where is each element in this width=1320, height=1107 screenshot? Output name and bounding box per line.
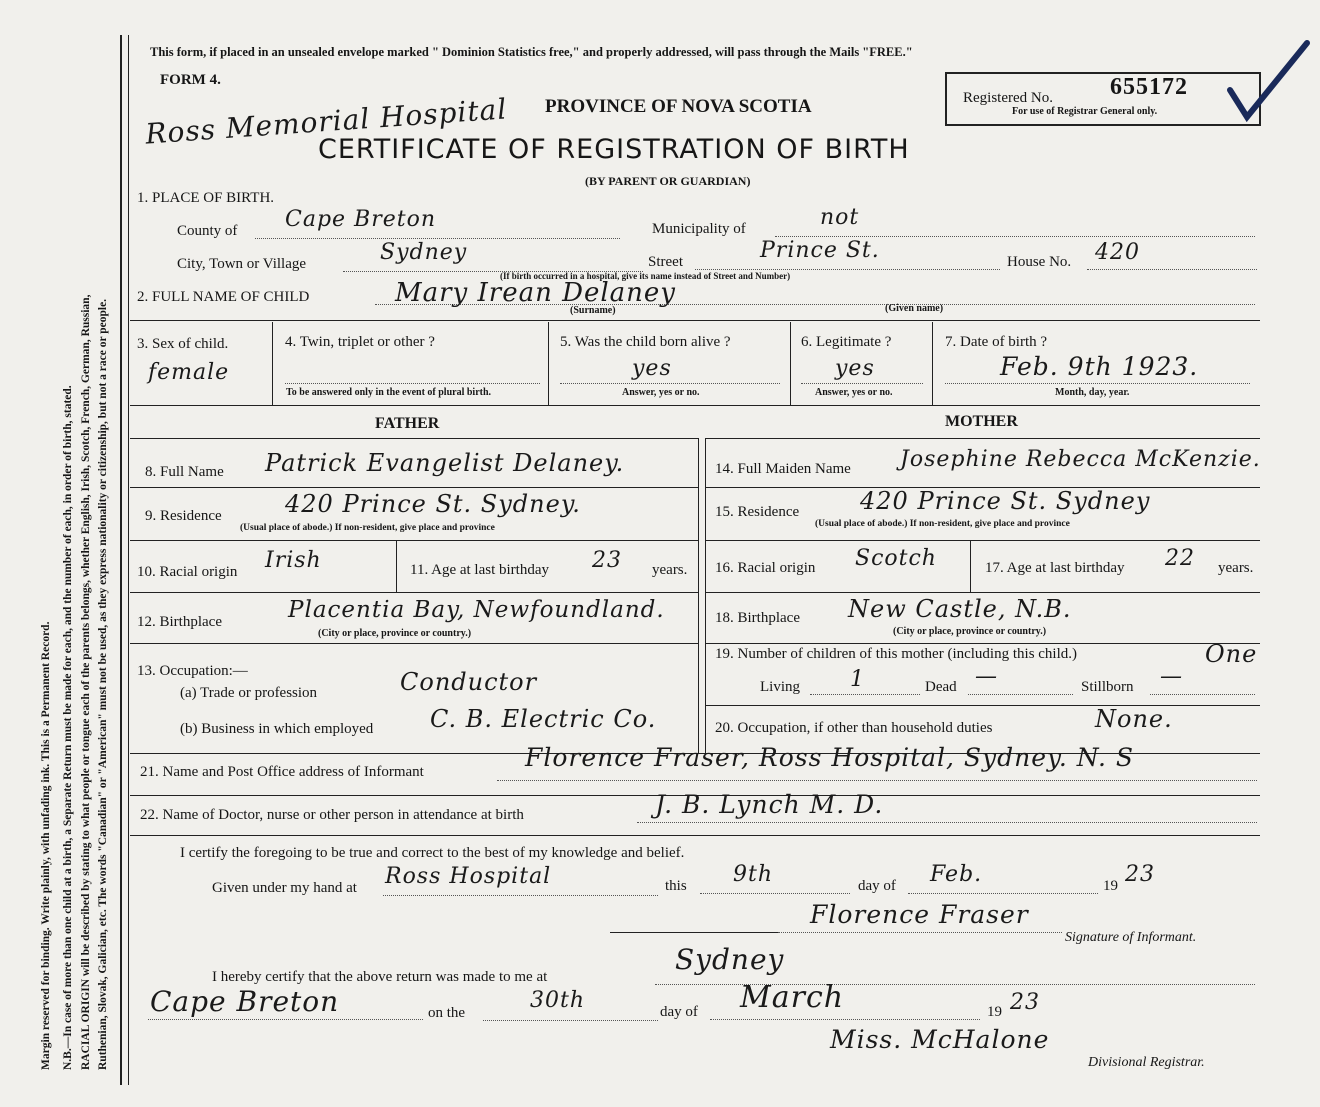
informant-signature: Florence Fraser	[810, 900, 1029, 929]
registrar-title: Divisional Registrar.	[1088, 1055, 1205, 1070]
doctor-label: 22. Name of Doctor, nurse or other person in attendance at birth	[140, 807, 524, 823]
informant-value: Florence Fraser, Ross Hospital, Sydney. N. S	[525, 743, 1135, 772]
province-heading: PROVINCE OF NOVA SCOTIA	[545, 96, 812, 117]
mother-years: years.	[1218, 560, 1254, 576]
street-value: Prince St.	[760, 238, 880, 263]
hospital-handwritten: Ross Memorial Hospital	[144, 92, 509, 151]
registered-number: 655172	[1110, 74, 1188, 100]
this-label: this	[665, 878, 687, 894]
stillborn-value: —	[1160, 664, 1183, 689]
father-age-label: 11. Age at last birthday	[410, 562, 549, 578]
mother-birthplace-value: New Castle, N.B.	[848, 595, 1072, 623]
margin-note-racial-2: Ruthenian, Slovak, Galician, etc. The words "Canadian" or "American" must not be used, as they express nationality or citizenship, but not a race or people.	[97, 298, 109, 1070]
mother-name-label: 14. Full Maiden Name	[715, 461, 851, 477]
registrar-day: 30th	[530, 988, 586, 1013]
twin-label: 4. Twin, triplet or other ?	[285, 334, 435, 350]
margin-line-inner	[128, 35, 129, 1085]
registrar-on-label: on the	[428, 1005, 466, 1021]
father-residence-note: (Usual place of abode.) If non-resident, give place and province	[240, 523, 495, 533]
business-label: (b) Business in which employed	[180, 721, 374, 737]
legit-value: yes	[835, 356, 875, 381]
street-label: Street	[648, 254, 683, 270]
mother-age-value: 22	[1165, 546, 1195, 571]
registrar-signature: Miss. McHalone	[830, 1025, 1050, 1054]
registrar-use-note: For use of Registrar General only.	[1012, 106, 1158, 117]
house-value: 420	[1095, 240, 1140, 265]
page-title: CERTIFICATE OF REGISTRATION OF BIRTH	[318, 134, 910, 165]
registrar-month: March	[740, 980, 845, 1015]
form-number: FORM 4.	[160, 72, 221, 88]
father-name-value: Patrick Evangelist Delaney.	[265, 449, 625, 477]
dob-label: 7. Date of birth ?	[945, 334, 1048, 350]
father-residence-label: 9. Residence	[145, 508, 222, 524]
sex-value: female	[148, 360, 230, 385]
dead-value: —	[975, 664, 998, 689]
father-name-label: 8. Full Name	[145, 464, 224, 480]
father-birthplace-label: 12. Birthplace	[137, 614, 222, 630]
place-of-birth-label: 1. PLACE OF BIRTH.	[137, 190, 275, 206]
signature-label: Signature of Informant.	[1065, 930, 1197, 945]
mother-name-value: Josephine Rebecca McKenzie.	[900, 447, 1261, 472]
margin-note-racial-1: RACIAL ORIGIN will be described by stating to what people or tongue each of the parents belongs, whether English, Irish, Scotch, French, German, Russian,	[80, 294, 92, 1070]
father-birthplace-value: Placentia Bay, Newfoundland.	[288, 597, 665, 623]
father-occupation-label: 13. Occupation:—	[137, 663, 248, 679]
municipality-value: not	[820, 205, 860, 230]
father-race-label: 10. Racial origin	[137, 564, 238, 580]
mother-heading: MOTHER	[945, 413, 1018, 430]
dead-label: Dead	[925, 679, 957, 695]
check-mark-icon	[1225, 35, 1315, 125]
given-label: Given under my hand at	[212, 880, 357, 896]
mother-race-label: 16. Racial origin	[715, 560, 816, 576]
house-label: House No.	[1007, 254, 1072, 270]
trade-value: Conductor	[400, 668, 538, 696]
given-year-prefix: 19	[1103, 878, 1118, 894]
mother-birthplace-label: 18. Birthplace	[715, 610, 800, 626]
informant-label: 21. Name and Post Office address of Informant	[140, 764, 424, 780]
trade-label: (a) Trade or profession	[180, 685, 318, 701]
mother-race-value: Scotch	[855, 546, 937, 571]
alive-label: 5. Was the child born alive ?	[560, 334, 731, 350]
mother-residence-label: 15. Residence	[715, 504, 800, 520]
margin-note-plural: N.B.—In case of more than one child at a birth, a Separate Return must be made for each, and the number of each, in order of birth, stated.	[62, 385, 74, 1070]
city-value: Sydney	[380, 240, 468, 265]
given-place: Ross Hospital	[385, 864, 552, 889]
doctor-value: J. B. Lynch M. D.	[655, 790, 884, 819]
registrar-dayof-label: day of	[660, 1004, 698, 1020]
mother-residence-value: 420 Prince St. Sydney	[860, 487, 1151, 515]
county-label: County of	[177, 223, 238, 239]
twin-note: To be answered only in the event of plural birth.	[286, 387, 492, 398]
registrar-year-prefix: 19	[987, 1004, 1002, 1020]
mother-birthplace-note: (City or place, province or country.)	[893, 626, 1047, 637]
county-value: Cape Breton	[285, 207, 437, 232]
legit-note: Answer, yes or no.	[815, 387, 893, 398]
living-value: 1	[850, 667, 865, 692]
certify-text: I certify the foregoing to be true and correct to the best of my knowledge and belief.	[180, 845, 685, 861]
margin-note-binding: Margin reserved for binding. Write plainly, with unfading ink. This is a Permanent Record.	[40, 621, 52, 1070]
child-name-value: Mary Irean Delaney	[395, 278, 676, 308]
mail-notice: This form, if placed in an unsealed envelope marked " Dominion Statistics free," and properly addressed, will pass through the Mails "FREE."	[150, 45, 913, 59]
given-month: Feb.	[930, 862, 983, 887]
registrar-place: Sydney	[675, 943, 785, 976]
stillborn-label: Stillborn	[1081, 679, 1134, 695]
alive-note: Answer, yes or no.	[622, 387, 700, 398]
given-dayof-label: day of	[858, 878, 896, 894]
child-name-label: 2. FULL NAME OF CHILD	[137, 289, 310, 305]
children-value: One	[1205, 640, 1258, 668]
dob-note: Month, day, year.	[1055, 387, 1130, 398]
sex-label: 3. Sex of child.	[137, 336, 229, 352]
alive-value: yes	[632, 356, 672, 381]
mother-age-label: 17. Age at last birthday	[985, 560, 1125, 576]
mother-occupation-value: None.	[1095, 705, 1173, 733]
registrar-county: Cape Breton	[150, 985, 340, 1018]
mother-residence-note: (Usual place of abode.) If non-resident, give place and province	[815, 519, 1070, 529]
registered-label: Registered No.	[963, 90, 1053, 106]
given-note: (Given name)	[885, 303, 944, 314]
children-label: 19. Number of children of this mother (including this child.)	[715, 646, 1078, 662]
legit-label: 6. Legitimate ?	[801, 334, 892, 350]
hospital-note: (If birth occurred in a hospital, give its name instead of Street and Number)	[500, 271, 791, 281]
father-birthplace-note: (City or place, province or country.)	[318, 628, 472, 639]
father-residence-value: 420 Prince St. Sydney.	[285, 490, 581, 518]
surname-note: (Surname)	[570, 305, 616, 316]
business-value: C. B. Electric Co.	[430, 705, 657, 733]
given-day: 9th	[733, 862, 774, 887]
father-years: years.	[652, 562, 688, 578]
registrar-text: I hereby certify that the above return was made to me at	[212, 969, 548, 985]
father-heading: FATHER	[375, 415, 440, 432]
mother-occupation-label: 20. Occupation, if other than household duties	[715, 720, 993, 736]
registrar-year: 23	[1010, 990, 1040, 1015]
living-label: Living	[760, 679, 800, 695]
dob-value: Feb. 9th 1923.	[1000, 352, 1199, 381]
father-age-value: 23	[592, 548, 622, 573]
margin-line	[120, 35, 122, 1085]
given-year: 23	[1125, 862, 1155, 887]
municipality-label: Municipality of	[652, 221, 746, 237]
page-subtitle: (BY PARENT OR GUARDIAN)	[585, 174, 751, 188]
father-race-value: Irish	[265, 548, 322, 573]
city-label: City, Town or Village	[177, 256, 307, 272]
